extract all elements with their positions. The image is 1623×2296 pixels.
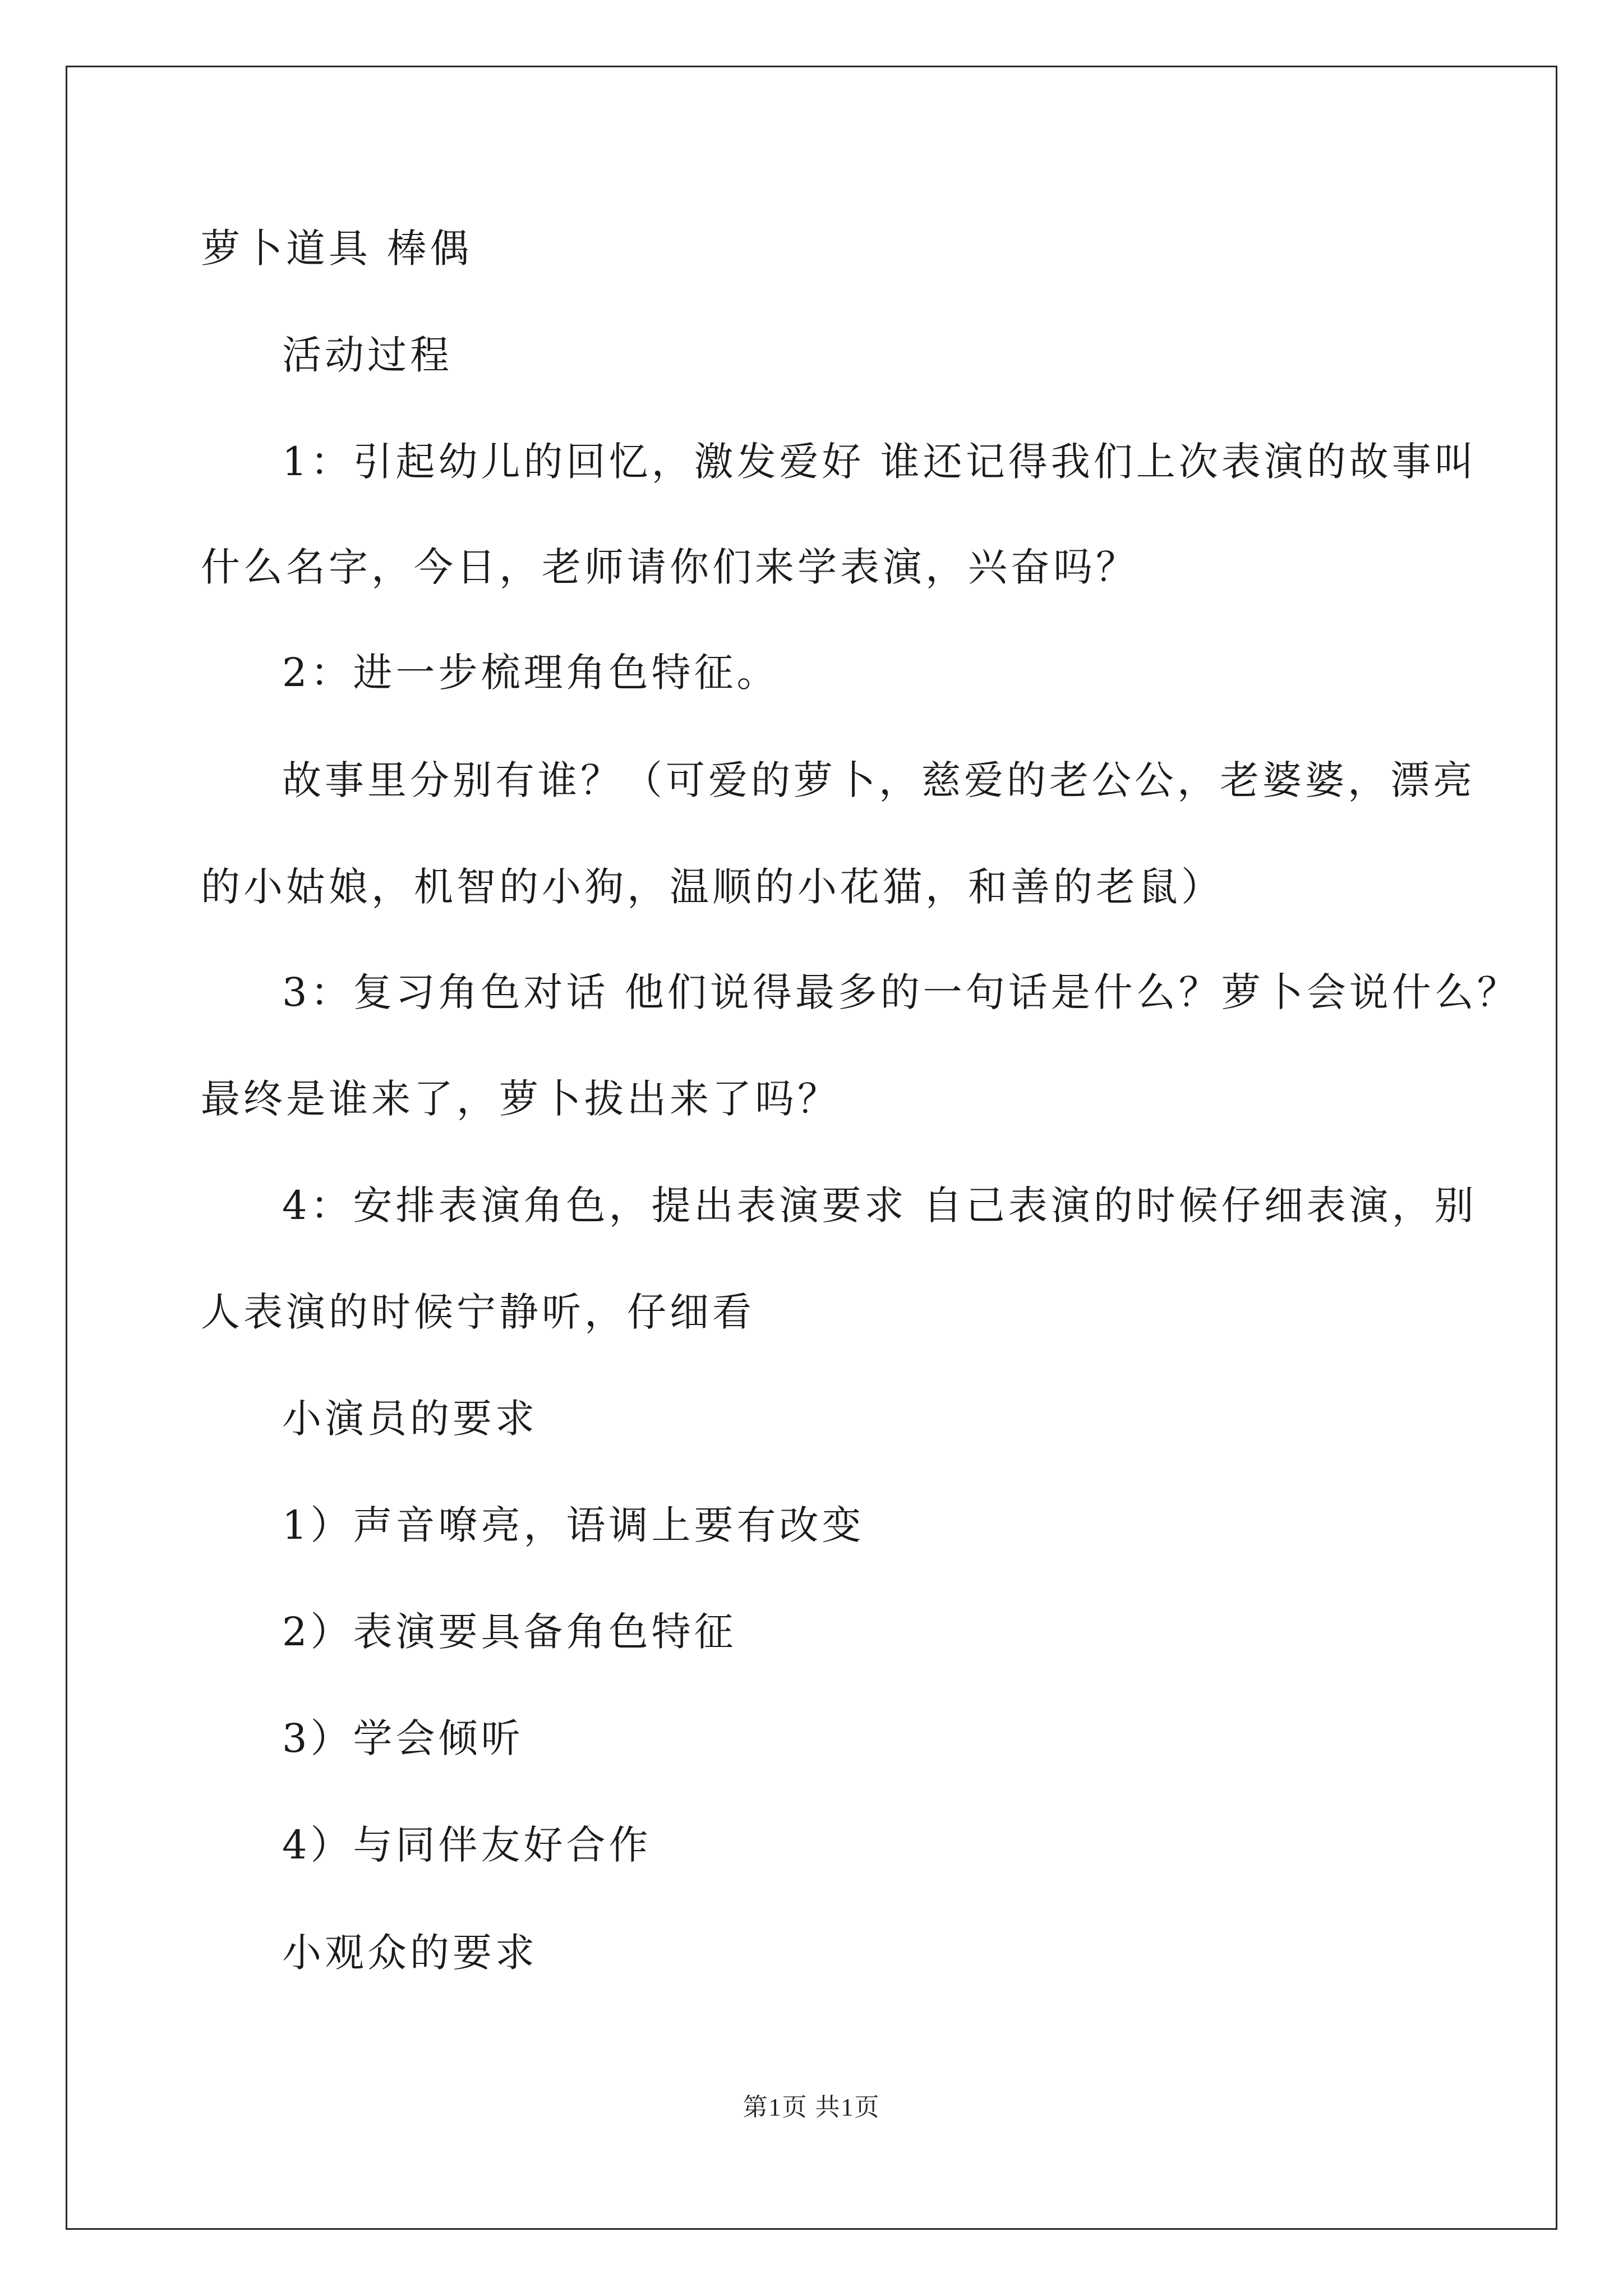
- paragraph-line: 4：安排表演角色，提出表演要求 自己表演的时候仔细表演，别: [282, 1182, 1477, 1228]
- paragraph-line: 最终是谁来了，萝卜拔出来了吗？: [201, 1076, 840, 1122]
- paragraph-line: 3：复习角色对话 他们说得最多的一句话是什么？萝卜会说什么？: [282, 969, 1520, 1015]
- paragraph-line: 什么名字，今日，老师请你们来学表演，兴奋吗？: [201, 544, 1138, 590]
- paragraph-line: 故事里分别有谁？（可爱的萝卜，慈爱的老公公，老婆婆，漂亮: [282, 757, 1476, 803]
- page-footer: 第1页 共1页: [743, 2093, 880, 2121]
- paragraph-line: 1：引起幼儿的回忆，激发爱好 谁还记得我们上次表演的故事叫: [282, 439, 1477, 485]
- list-item: 2）表演要具备角色特征: [282, 1609, 737, 1655]
- page-border: [66, 66, 1557, 2230]
- paragraph-line: 2：进一步梳理角色特征。: [282, 650, 780, 696]
- list-item: 3）学会倾听: [282, 1715, 524, 1761]
- list-item: 4）与同伴友好合作: [282, 1822, 652, 1868]
- materials-line: 萝卜道具 棒偶: [201, 226, 473, 272]
- section-heading: 小演员的要求: [282, 1396, 538, 1442]
- section-heading: 小观众的要求: [282, 1930, 538, 1976]
- paragraph-line: 人表演的时候宁静听，仔细看: [201, 1289, 755, 1335]
- section-heading: 活动过程: [282, 332, 453, 378]
- list-item: 1）声音嘹亮，语调上要有改变: [282, 1502, 865, 1548]
- paragraph-line: 的小姑娘，机智的小狗，温顺的小花猫，和善的老鼠）: [201, 864, 1224, 910]
